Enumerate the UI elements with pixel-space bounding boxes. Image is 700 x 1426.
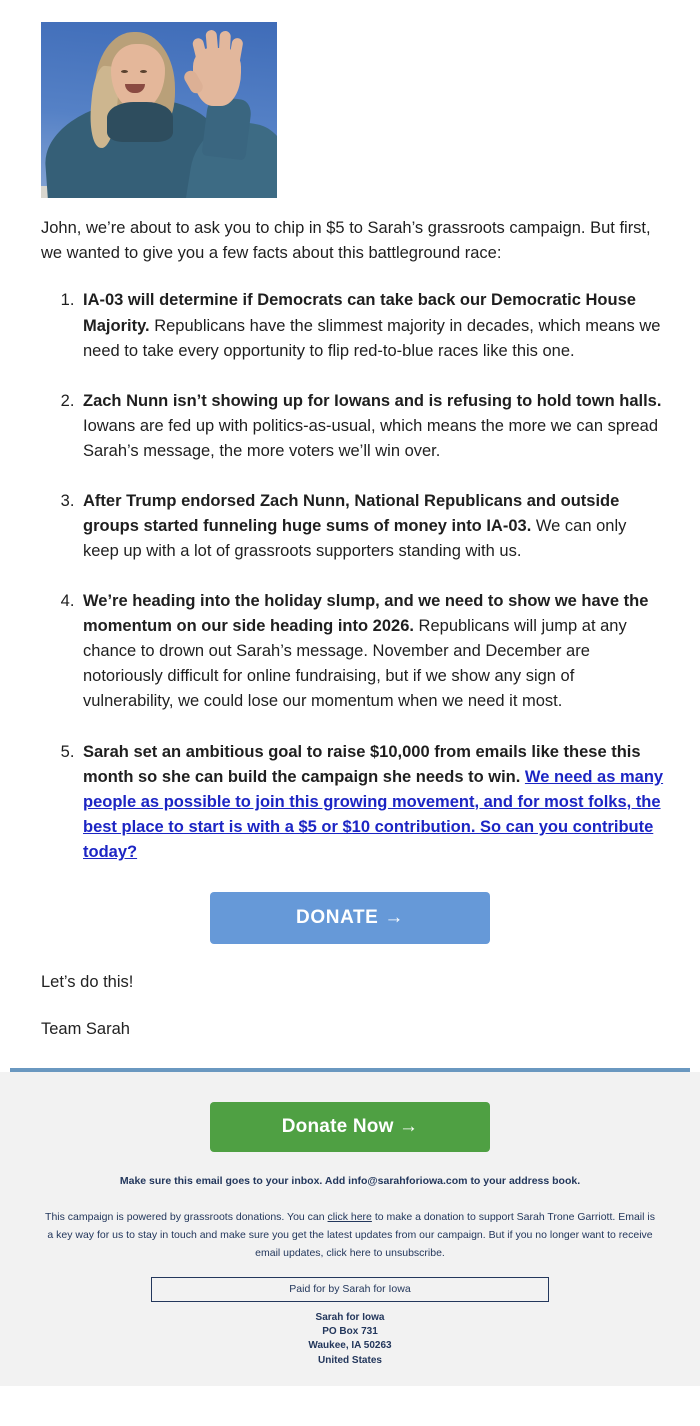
address-street: PO Box 731 [322,1326,378,1338]
disclaimer-text-after-link: to make a donation to support Sarah Trone Garriott. Email is a key way for us to stay in touch and make sure you get the latest updates from our campaign. But if you no longer want to receive email updates, click here to unsubscribe. [47,1210,655,1259]
list-item [79,489,664,564]
fact-lead: After Trump endorsed Zach Nunn, National Republicans and outside groups started funneling huge sums of money into IA-03. [83,491,620,536]
left-eye-shape [121,70,128,73]
list-item [79,288,664,363]
donate-button-row [0,865,700,944]
fact-lead: Zach Nunn isn’t showing up for Iowans and is refusing to hold town halls. [83,391,662,410]
fact-lead: IA-03 will determine if Democrats can take back our Democratic House Majority. [83,291,636,335]
click-here-link[interactable]: click here [327,1210,372,1223]
fact-rest: Iowans are fed up with politics-as-usual, which means the more we can spread Sarah’s message, the more voters we’ll win over. [83,416,659,460]
disclaimer-text-before-link: This campaign is powered by grassroots donations. You can [45,1210,328,1223]
signoff-line-2: Team Sarah [41,1019,130,1038]
address-country: United States [318,1354,382,1366]
contribute-inline-link[interactable]: We need as many people as possible to join this growing movement, and for most folks, the best place to start is with a $5 or $10 contribution. So can you contribute today? [83,767,664,861]
hero-image-block [0,0,700,198]
mailing-address [26,1311,674,1368]
signoff-block [0,944,700,1042]
intro-paragraph-block [41,216,664,266]
email-body-copy [0,198,700,865]
paid-for-by-box: Paid for by Sarah for Iowa [151,1277,549,1302]
email-footer [0,1072,700,1385]
fact-rest: Republicans will jump at any chance to drown out Sarah’s message. November and December are notoriously difficult for online fundraising, but if we show any sign of vulnerability, we could lose our momentum when we need it most. [83,617,627,711]
right-eye-shape [140,70,147,73]
fact-rest: Republicans have the slimmest majority in decades, which means we need to take every opportunity to flip red-to-blue races like this one. [83,316,661,360]
address-city-state-zip: Waukee, IA 50263 [308,1340,392,1352]
inbox-note: Make sure this email goes to your inbox. Add info@sarahforiowa.com to your address book. [119,1175,581,1188]
fact-lead: We’re heading into the holiday slump, and we need to show we have the momentum on our side heading into 2026. [83,592,649,636]
candidate-photo [41,22,277,198]
waving-hand-shape [193,48,241,106]
signoff-line-1: Let’s do this! [41,972,134,991]
facts-list [41,288,664,864]
address-org: Sarah for Iowa [315,1312,385,1324]
list-item [79,389,664,464]
intro-paragraph: John, we’re about to ask you to chip in $5 to Sarah’s grassroots campaign. But first, we wanted to give you a few facts about this battleground race: [41,219,651,263]
fact-lead: Sarah set an ambitious goal to raise $10,000 from emails like these this month so she can build the campaign she needs to win. [83,742,641,786]
donate-now-button[interactable]: Donate Now → [210,1102,490,1152]
fact-rest: We can only keep up with a lot of grassroots supporters standing with us. [83,517,627,561]
donate-button[interactable]: DONATE → [210,892,490,944]
footer-disclaimer [44,1208,656,1262]
list-item [79,740,664,865]
list-item [79,589,664,714]
collar-shape [107,102,173,142]
